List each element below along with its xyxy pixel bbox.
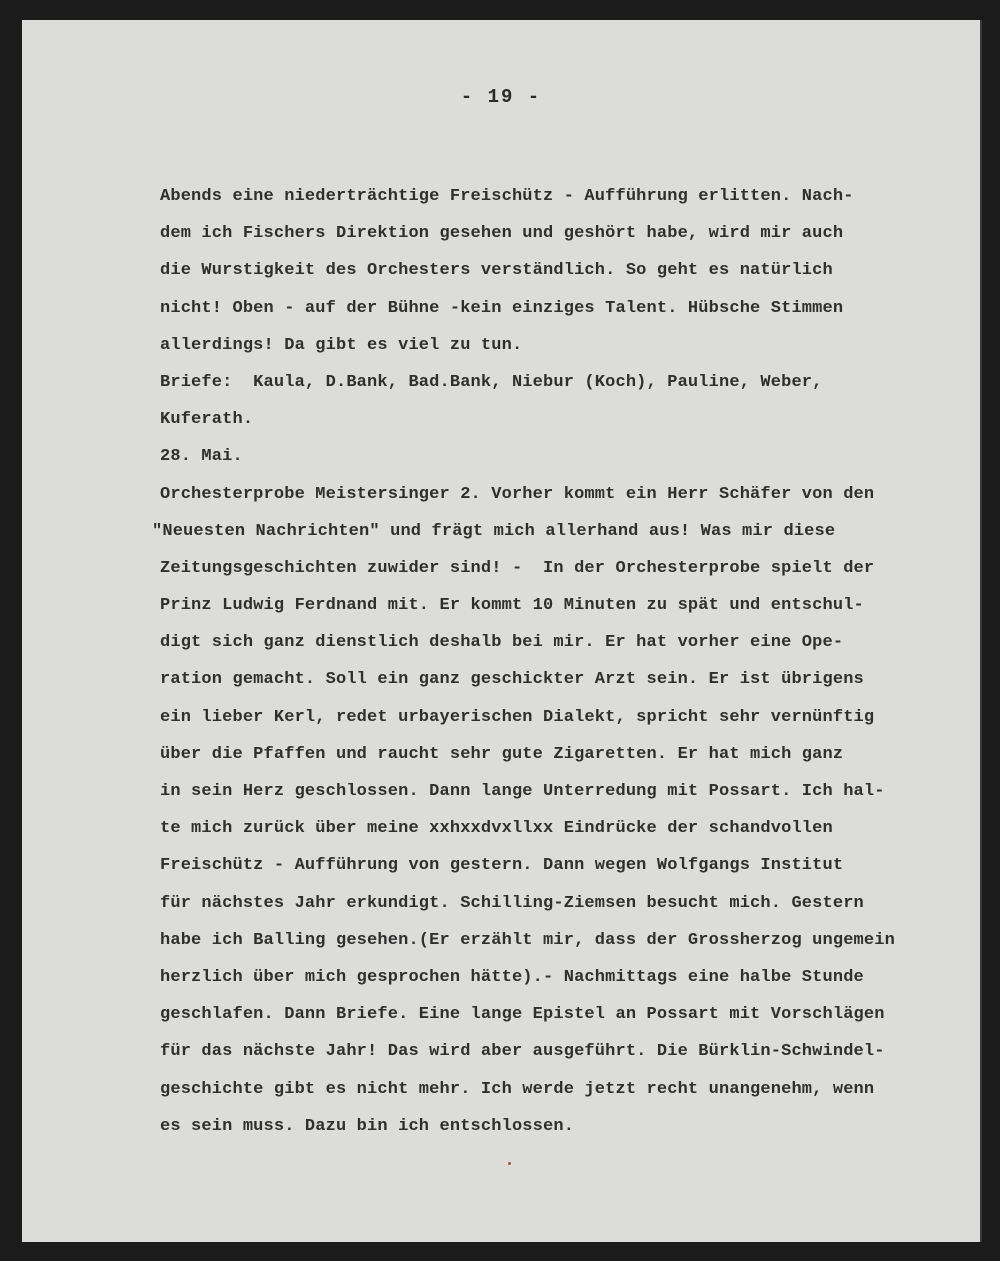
text-line: die Wurstigkeit des Orchesters verständlich. So geht es natürlich xyxy=(160,261,833,281)
text-line: Kuferath. xyxy=(160,410,254,430)
text-line: "Neuesten Nachrichten" und frägt mich allerhand aus! Was mir diese xyxy=(152,521,836,541)
ink-dot xyxy=(508,1162,511,1165)
text-line: habe ich Balling gesehen.(Er erzählt mir, dass der Grossherzog ungemein xyxy=(160,930,895,950)
text-line: es sein muss. Dazu bin ich entschlossen. xyxy=(160,1116,575,1136)
text-line: Freischütz - Aufführung von gestern. Dann wegen Wolfgangs Institut xyxy=(160,856,844,876)
text-line: geschlafen. Dann Briefe. Eine lange Epistel an Possart mit Vorschlägen xyxy=(160,1005,885,1025)
text-line: ration gemacht. Soll ein ganz geschickter Arzt sein. Er ist übrigens xyxy=(160,670,864,690)
text-line: Briefe: Kaula, D.Bank, Bad.Bank, Niebur (Koch), Pauline, Weber, xyxy=(160,372,823,392)
text-line: te mich zurück über meine xxhxxdvxllxx Eindrücke der schandvollen xyxy=(160,819,833,839)
text-line: dem ich Fischers Direktion gesehen und geshört habe, wird mir auch xyxy=(160,224,844,244)
text-line: ein lieber Kerl, redet urbayerischen Dialekt, spricht sehr vernünftig xyxy=(160,707,875,727)
text-line: Abends eine niederträchtige Freischütz - Aufführung erlitten. Nach- xyxy=(160,187,854,206)
text-line: für das nächste Jahr! Das wird aber ausgeführt. Die Bürklin-Schwindel- xyxy=(160,1042,885,1062)
document-body xyxy=(152,178,960,1145)
text-line: nicht! Oben - auf der Bühne -kein einziges Talent. Hübsche Stimmen xyxy=(160,298,844,318)
text-line: geschichte gibt es nicht mehr. Ich werde jetzt recht unangenehm, wenn xyxy=(160,1079,875,1099)
text-line: über die Pfaffen und raucht sehr gute Zigaretten. Er hat mich ganz xyxy=(160,744,844,764)
text-line: herzlich über mich gesprochen hätte).- Nachmittags eine halbe Stunde xyxy=(160,967,864,987)
text-line: in sein Herz geschlossen. Dann lange Unterredung mit Possart. Ich hal- xyxy=(160,782,885,801)
text-line: Prinz Ludwig Ferdnand mit. Er kommt 10 Minuten zu spät und entschul- xyxy=(160,596,864,616)
text-line: Zeitungsgeschichten zuwider sind! - In der Orchesterprobe spielt der xyxy=(160,558,875,578)
page-number: - 19 - xyxy=(460,86,542,108)
text-line: allerdings! Da gibt es viel zu tun. xyxy=(160,335,523,355)
document-page xyxy=(22,20,982,1242)
date-heading: 28. Mai. xyxy=(160,447,243,467)
text-line: Orchesterprobe Meistersinger 2. Vorher kommt ein Herr Schäfer von den xyxy=(160,484,875,504)
text-line: digt sich ganz dienstlich deshalb bei mir. Er hat vorher eine Ope- xyxy=(160,633,844,653)
text-line: für nächstes Jahr erkundigt. Schilling-Ziemsen besucht mich. Gestern xyxy=(160,893,864,913)
